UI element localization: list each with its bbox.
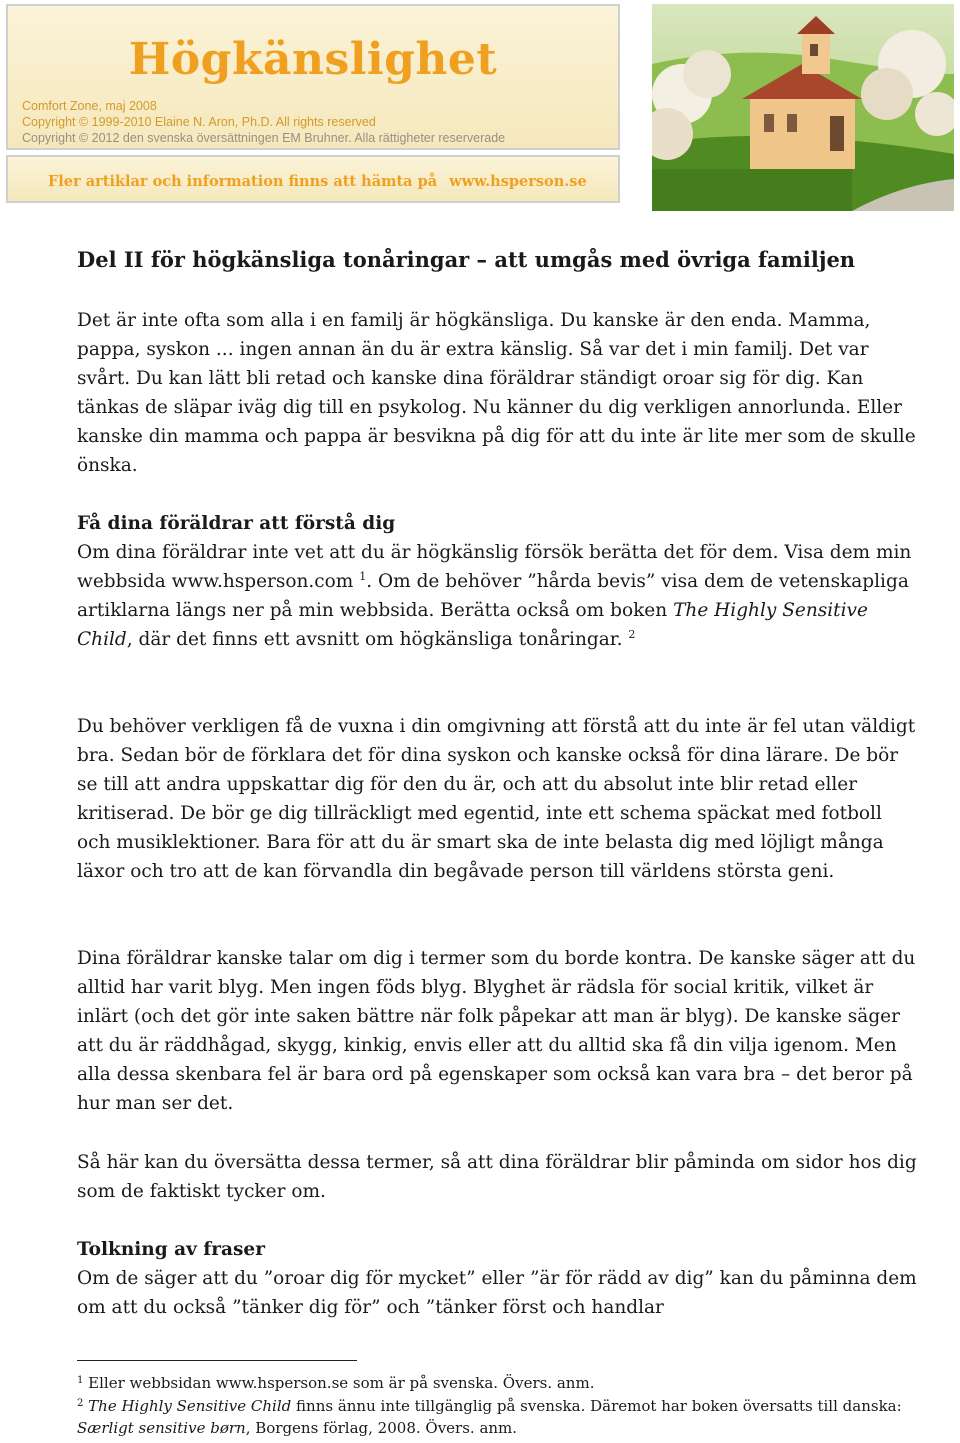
link-bar-text xyxy=(48,173,587,190)
section-heading: Del II för högkänsliga tonåringar – att umgås med övriga familjen xyxy=(77,247,856,272)
paragraph-3: Du behöver verkligen få de vuxna i din omgivning att förstå att du inte är fel utan väldigt bra. Sedan bör de förklara det för dina syskon och kanske också för dina lärare. De bör se till att andra uppskattar dig för den du är, och att du absolut inte blir retad eller kritiserad. De bör ge dig tillräckligt med egentid, inte ett schema späckat med fotboll och musiklektioner. Bara för att du är smart ska de inte belasta dig med löjligt många läxor och tro att de kan förvandla din begåvade person till världens största geni. xyxy=(77,716,916,882)
footnote-2-book-danish: Særligt sensitive børn xyxy=(77,1419,246,1437)
sub-heading-parents: Få dina föräldrar att förstå dig xyxy=(77,513,396,534)
footnote-divider xyxy=(77,1360,357,1361)
website-link[interactable]: www.hsperson.se xyxy=(449,173,587,190)
paragraph-6 xyxy=(77,1235,917,1322)
link-bar xyxy=(6,155,620,203)
footnote-1-number: 1 xyxy=(77,1375,84,1386)
footnote-2-number: 2 xyxy=(77,1398,84,1409)
p2-text-a: Om dina föräldrar inte vet att du är högkänslig försök berätta det för dem. Visa dem min webbsida www.hsperson.com xyxy=(77,542,912,592)
footnote-1-text: Eller webbsidan www.hsperson.se som är på svenska. Övers. anm. xyxy=(88,1374,595,1392)
copyright-line-2: Copyright © 2012 den svenska översättningen EM Bruhner. Alla rättigheter reserverade xyxy=(22,131,506,145)
book-title: The Highly Sensitive Child xyxy=(77,600,868,650)
source-line: Comfort Zone, maj 2008 xyxy=(22,99,157,113)
church-photo xyxy=(652,4,954,211)
copyright-line-1: Copyright © 1999-2010 Elaine N. Aron, Ph.D. All rights reserved xyxy=(22,115,376,129)
footnote-2-book: The Highly Sensitive Child xyxy=(88,1397,292,1415)
p2-text-b: . Om de behöver ”hårda bevis” visa dem de vetenskapliga artiklarna längs ner på min webbsida. Berätta också om boken xyxy=(77,571,909,621)
paragraph-2 xyxy=(77,509,917,654)
p6-text: Om de säger att du ”oroar dig för mycket” eller ”är för rädd av dig” kan du påminna dem om att du också ”tänker dig för” och ”tänker först och handlar xyxy=(77,1268,917,1318)
paragraph-4: Dina föräldrar kanske talar om dig i termer som du borde kontra. De kanske säger att du alltid har varit blyg. Men ingen föds blyg. Blyghet är rädsla för social kritik, vilket är inlärt (och det gör inte saken bättre när folk påpekar att man är blyg). De kanske säger att du är räddhågad, skygg, kinkig, envis eller att du alltid ska få din vilja igenom. Men alla dessa skenbara fel är bara ord på egenskaper som också kan vara bra – det beror på hur man ser det. xyxy=(77,948,916,1114)
footnote-1 xyxy=(77,1372,937,1394)
footnote-ref-1[interactable]: 1 xyxy=(359,570,367,583)
footnote-2 xyxy=(77,1395,937,1439)
header-meta xyxy=(22,98,505,146)
header-box xyxy=(6,4,620,150)
link-intro: Fler artiklar och information finns att hämta på xyxy=(48,173,438,190)
paragraph-5: Så här kan du översätta dessa termer, så att dina föräldrar blir påminda om sidor hos dig som de faktiskt tycker om. xyxy=(77,1152,917,1202)
sub-heading-phrases: Tolkning av fraser xyxy=(77,1239,265,1260)
footnote-2-text-b: , Borgens förlag, 2008. Övers. anm. xyxy=(245,1419,518,1437)
p2-text-c: , där det finns ett avsnitt om högkänsliga tonåringar. xyxy=(126,629,623,650)
footnote-ref-2[interactable]: 2 xyxy=(628,628,636,641)
page-title: Högkänslighet xyxy=(128,34,498,85)
footnote-2-text-a: finns ännu inte tillgänglig på svenska. Däremot har boken översatts till danska: xyxy=(296,1397,902,1415)
paragraph-1: Det är inte ofta som alla i en familj är högkänsliga. Du kanske är den enda. Mamma, pappa, syskon ... ingen annan än du är extra känslig. Så var det i min familj. Det var svårt. Du kan lätt bli retad och kanske dina föräldrar ständigt oroar sig för dig. Kan tänkas de släpar iväg dig till en psykolog. Nu känner du dig verkligen annorlunda. Eller kanske din mamma och pappa är besvikna på dig för att du inte är lite mer som de skulle önska. xyxy=(77,310,916,476)
church-photo-illustration xyxy=(652,4,954,211)
